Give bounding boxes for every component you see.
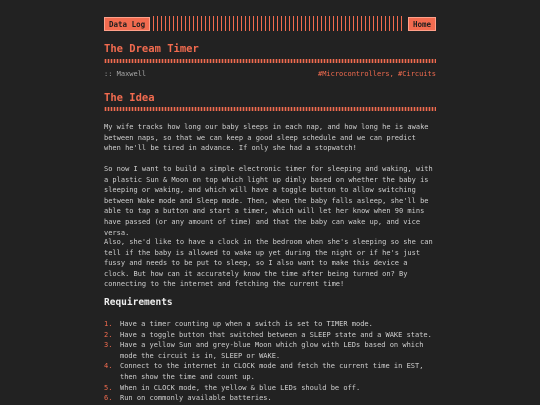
list-text: When in CLOCK mode, the yellow & blue LEDs should be off. [120, 383, 361, 392]
list-item [104, 361, 436, 382]
paragraph-1: My wife tracks how long our baby sleeps in each nap, and how long he is awake between naps, so that we can keep a good sleep schedule and we can predict when he'll be tired in advance. If only she had a stopwatch! [104, 123, 429, 153]
list-item [104, 393, 436, 404]
list-item [104, 330, 436, 341]
list-number: 2. [104, 330, 113, 339]
data-log-button[interactable]: Data Log [104, 17, 150, 31]
list-number: 4. [104, 362, 113, 371]
home-button[interactable]: Home [408, 17, 436, 31]
list-item [104, 383, 436, 394]
tags-link[interactable]: #Microcontrollers, #Circuits [317, 70, 436, 78]
list-item [104, 319, 436, 330]
list-number: 5. [104, 383, 113, 392]
list-text: Have a yellow Sun and grey-blue Moon which glow with LEDs based on which mode the circuit is in, SLEEP or WAKE. [120, 341, 424, 360]
list-item [104, 340, 436, 361]
post-meta [104, 70, 436, 78]
list-text: Connect to the internet in CLOCK mode and fetch the current time in EST, then show the time and count up. [120, 362, 424, 381]
paragraph-2: So now I want to build a simple electronic timer for sleeping and waking, with a plastic Sun & Moon on top which light up dimly based on whether the baby is sleeping or waking, and which will have a toggle button to allow switching between Wake mode and Sleep mode. Then, when the baby falls asleep, she'll be able to tap a button and start a timer, which will let her know when 90 mins have passed (or any amount of time) and that the baby can wake up, and vice versa. [104, 165, 433, 237]
list-number: 1. [104, 320, 113, 328]
list-text: Have a toggle button that switched between a SLEEP state and a WAKE state. [120, 330, 432, 339]
author: :: Maxwell [104, 70, 147, 78]
requirements-heading: Requirements [104, 297, 173, 308]
section-divider [104, 107, 436, 111]
page-title: The Dream Timer [104, 43, 199, 55]
paragraph-3: Also, she'd like to have a clock in the bedroom when she's sleeping so she can tell if the baby is allowed to wake up yet during the night or if he's just fussy and needs to be put to sleep, so I also want to make this device a clock. But how can it accurately know the time after being turned on? By connecting to the internet and fetching the current time! [104, 238, 433, 289]
requirements-list [104, 319, 436, 404]
list-number: 6. [104, 394, 113, 403]
decorative-bars [153, 16, 405, 31]
list-text: Run on commonly available batteries. [120, 394, 272, 403]
top-nav [104, 16, 436, 31]
list-text: Have a timer counting up when a switch is set to TIMER mode. [120, 320, 373, 328]
section-heading: The Idea [104, 92, 155, 104]
list-number: 3. [104, 341, 113, 350]
title-divider [104, 59, 436, 63]
